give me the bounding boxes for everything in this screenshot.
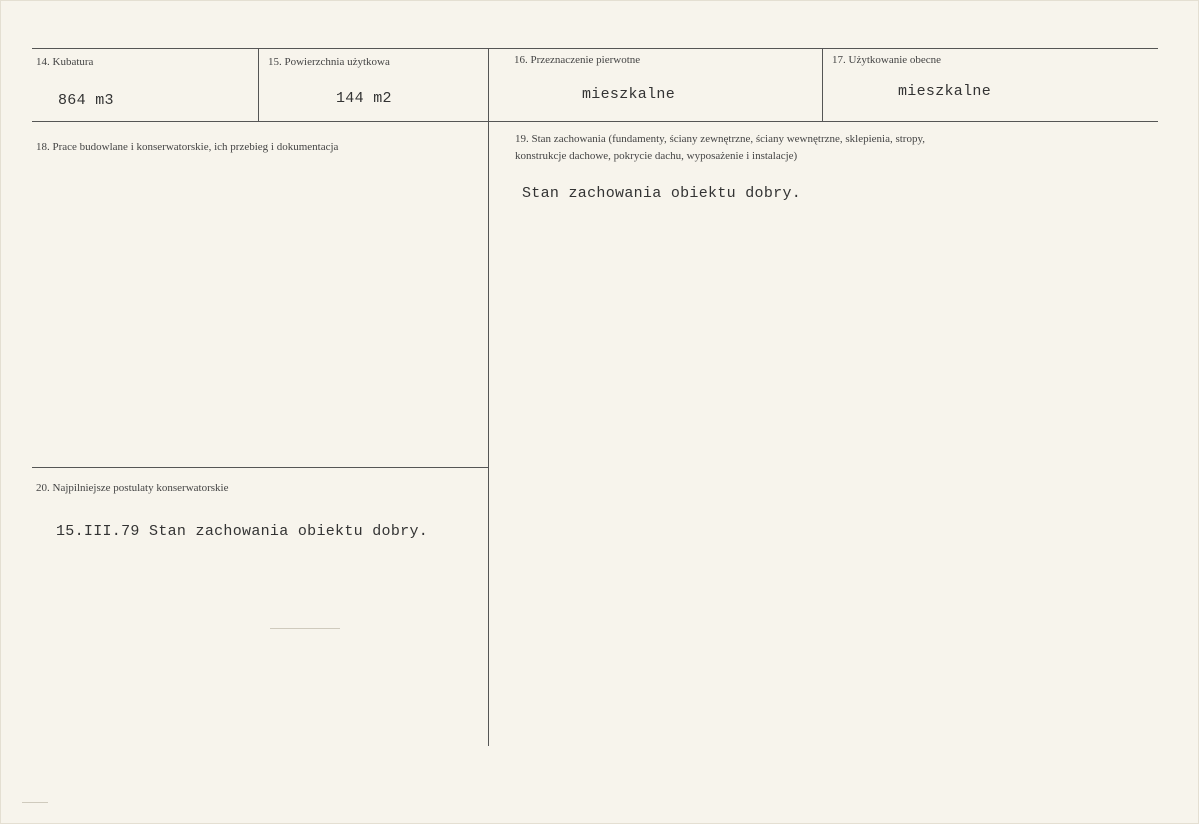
powierzchnia-value: 144 m2	[336, 90, 392, 107]
paper-mark	[270, 628, 340, 629]
stan-zachowania-value: Stan zachowania obiektu dobry.	[522, 185, 802, 202]
przeznaczenie-label: 16. Przeznaczenie pierwotne	[514, 54, 641, 66]
section-18-bottom-rule	[32, 467, 488, 468]
paper-mark	[22, 802, 48, 803]
uzytkowanie-value: mieszkalne	[898, 83, 992, 100]
stan-zachowania-label-line2: konstrukcje dachowe, pokrycie dachu, wyposażenie i instalacje)	[515, 150, 798, 162]
postulaty-label: 20. Najpilniejsze postulaty konserwatorskie	[36, 482, 229, 494]
col-divider-1	[258, 48, 259, 121]
row1-bottom-rule	[32, 121, 1158, 122]
powierzchnia-label: 15. Powierzchnia użytkowa	[268, 56, 390, 68]
kubatura-value: 864 m3	[58, 92, 114, 109]
kubatura-label: 14. Kubatura	[36, 56, 94, 68]
przeznaczenie-value: mieszkalne	[582, 86, 676, 103]
col-divider-3	[822, 48, 823, 121]
stan-zachowania-label-line1: 19. Stan zachowania (fundamenty, ściany zewnętrzne, ściany wewnętrzne, sklepienia, stropy,	[515, 133, 926, 145]
stan-zachowania-label	[515, 131, 925, 165]
uzytkowanie-label: 17. Użytkowanie obecne	[832, 54, 942, 66]
top-rule	[32, 48, 1158, 49]
postulaty-value: 15.III.79 Stan zachowania obiektu dobry.	[56, 523, 429, 540]
col-divider-2	[488, 48, 489, 746]
prace-budowlane-label: 18. Prace budowlane i konserwatorskie, ich przebieg i dokumentacja	[36, 141, 339, 153]
